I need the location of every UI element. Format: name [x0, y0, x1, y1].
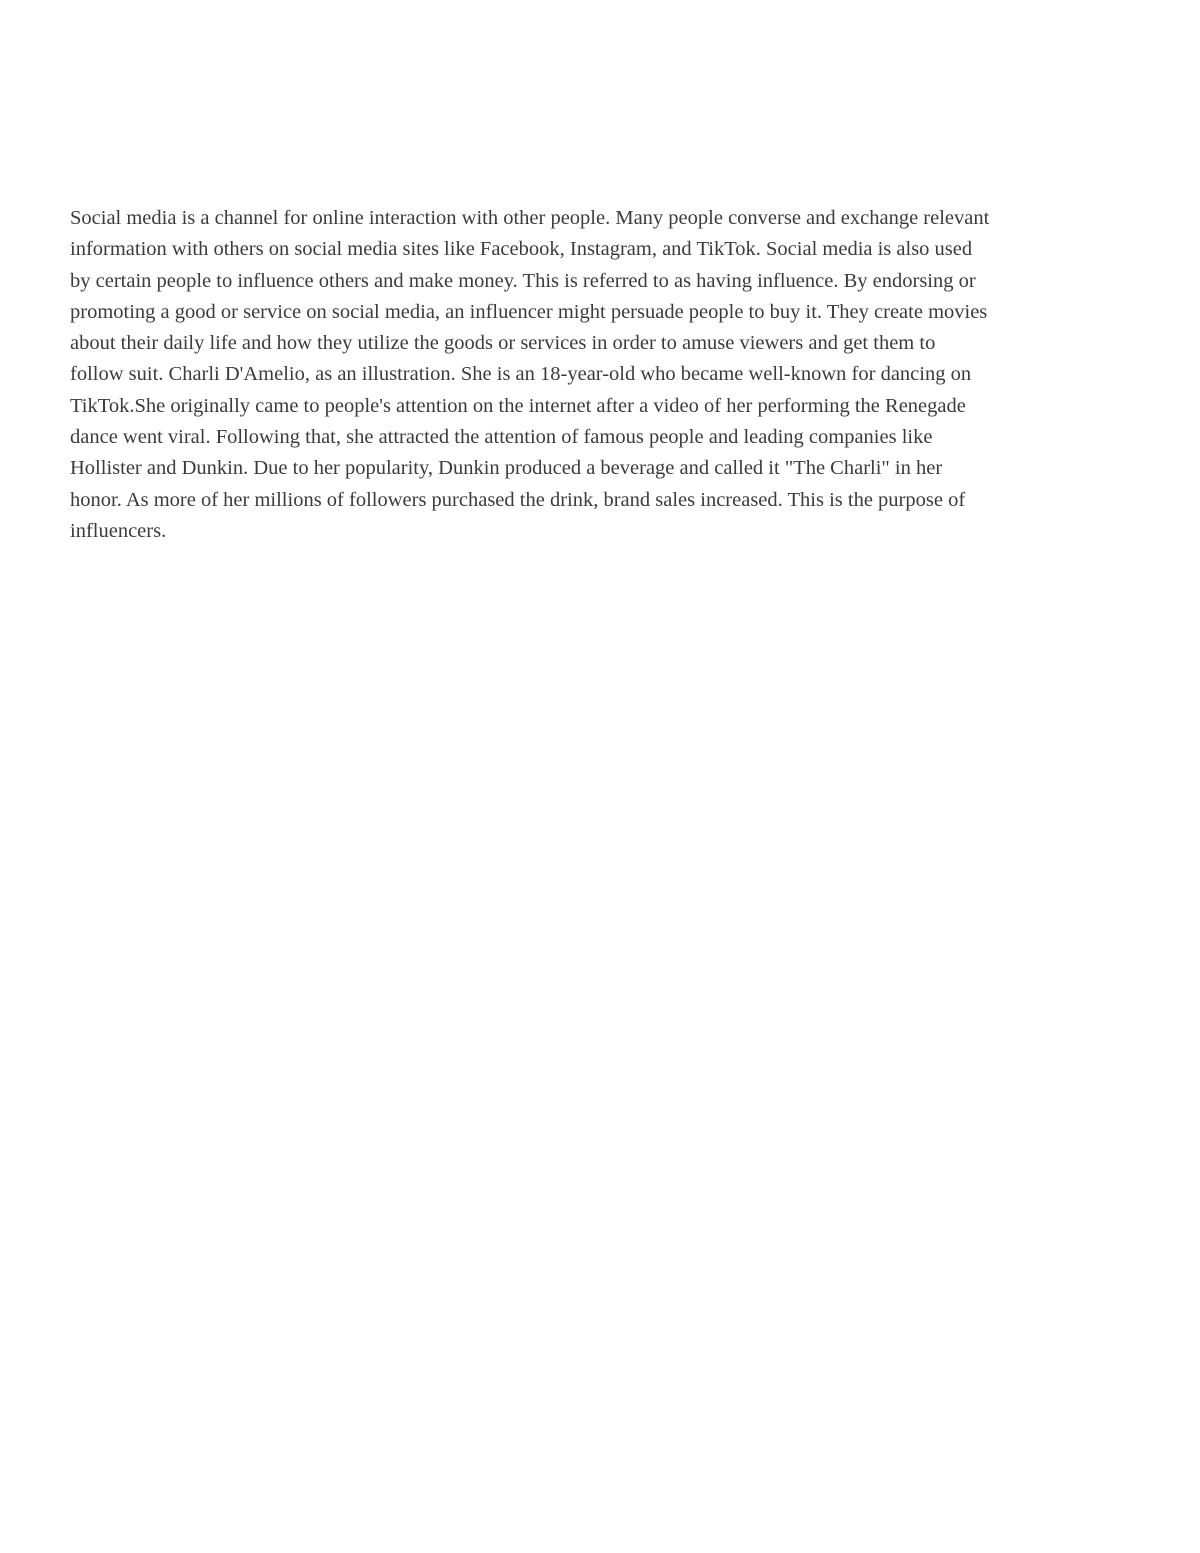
paragraph-line: TikTok.She originally came to people's attention on the internet after a video of her performing the Renegade [70, 394, 966, 417]
paragraph-line: information with others on social media sites like Facebook, Instagram, and TikTok. Social media is also used [70, 238, 973, 261]
paragraph-line: by certain people to influence others and make money. This is referred to as having influence. By endorsing or [70, 269, 976, 292]
paragraph-line: dance went viral. Following that, she attracted the attention of famous people and leading companies like [70, 426, 933, 449]
paragraph-line: Social media is a channel for online interaction with other people. Many people converse and exchange relevant [70, 207, 990, 229]
paragraph-line: promoting a good or service on social media, an influencer might persuade people to buy it. They create movies [70, 300, 988, 323]
body-paragraph [70, 203, 1140, 547]
paragraph-line: Hollister and Dunkin. Due to her popularity, Dunkin produced a beverage and called it "The Charli" in her [70, 457, 943, 480]
paragraph-line: about their daily life and how they utilize the goods or services in order to amuse viewers and get them to [70, 332, 936, 355]
paragraph-line: influencers. [70, 519, 167, 542]
paragraph-line: honor. As more of her millions of followers purchased the drink, brand sales increased. This is the purpose of [70, 488, 966, 511]
paragraph-line: follow suit. Charli D'Amelio, as an illustration. She is an 18-year-old who became well-known for dancing on [70, 363, 972, 386]
